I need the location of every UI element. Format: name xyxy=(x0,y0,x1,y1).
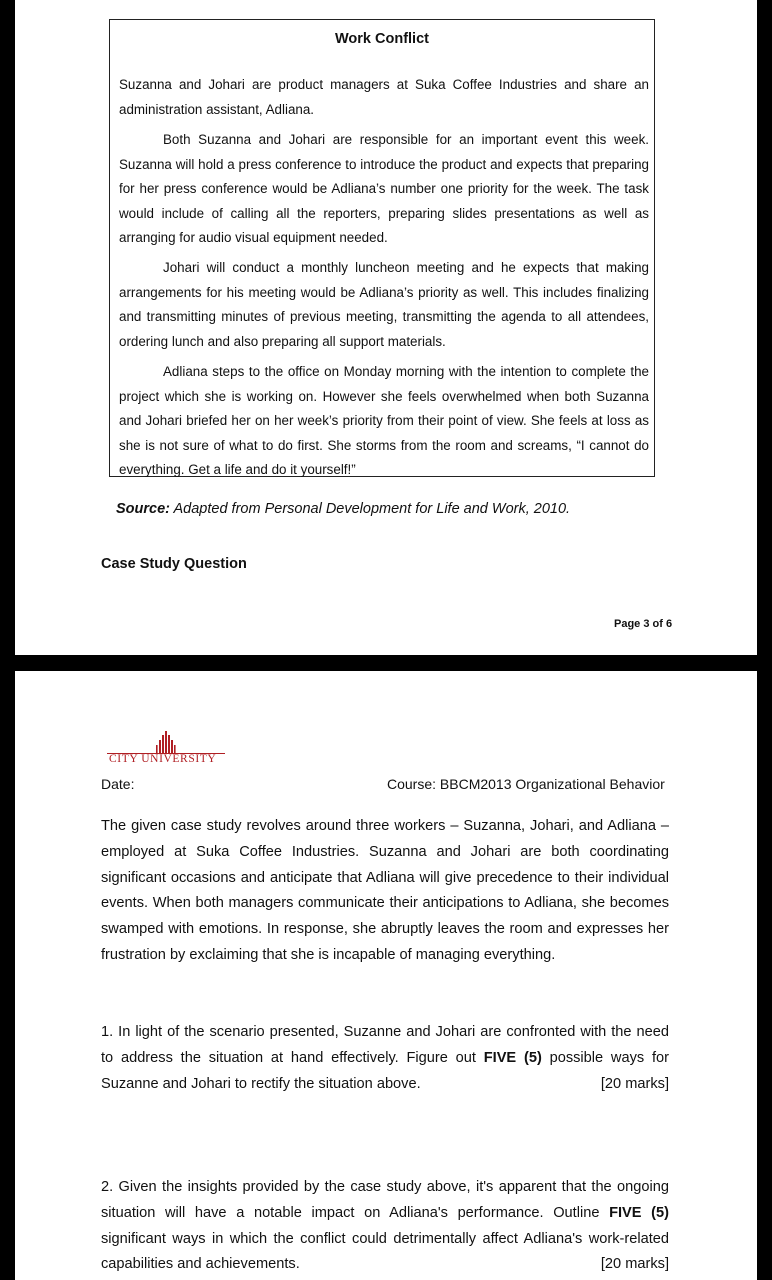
question-1-text-end: possible ways for Suzanne and Johari to rectify the situation above. xyxy=(101,1049,670,1092)
source-label: Source: xyxy=(116,501,170,517)
question-1-emphasis: FIVE (5) xyxy=(483,1049,542,1066)
question-2-marks: [20 marks] xyxy=(600,1256,669,1273)
university-logo-text: CITY UNIVERSITY xyxy=(109,753,217,765)
page-number: Page 3 of 6 xyxy=(614,618,673,630)
question-2-emphasis: FIVE (5) xyxy=(609,1204,669,1221)
question-1-text: 1. In light of the scenario presented, Suzanne and Johari are confronted with the need to address the situation at hand effectively. Figure out xyxy=(101,1024,669,1066)
case-paragraph-1: Suzanna and Johari are product managers at Suka Coffee Industries and share an administration assistant, Adliana. xyxy=(119,77,649,117)
source-citation xyxy=(116,501,570,517)
case-paragraph-4: Adliana steps to the office on Monday morning with the intention to complete the project which she is working on. However she feels overwhelmed when both Suzanna and Johari briefed her on her week’s priority from their point of view. She feels at loss as she is not sure of what to do first. She storms from the room and screams, “I cannot do everything. Get a life and do it yourself!” xyxy=(119,364,649,478)
case-summary: The given case study revolves around three workers – Suzanna, Johari, and Adliana – employed at Suka Coffee Industries. Suzanna and Johari are both coordinating significant occasions and anticipate that Adliana will give precedence to their individual events. When both managers communicate their anticipations to Adliana, she becomes swamped with emotions. In response, she abruptly leaves the room and expresses her frustration by exclaiming that she is incapable of managing everything. xyxy=(101,818,669,963)
question-2 xyxy=(101,1175,669,1278)
section-heading: Case Study Question xyxy=(101,556,247,572)
question-1 xyxy=(101,1020,669,1097)
case-study-box xyxy=(109,19,655,477)
question-2-text: 2. Given the insights provided by the case study above, it's apparent that the ongoing situation will have a notable impact on Adliana's performance. Outline xyxy=(101,1179,669,1221)
document-page-4 xyxy=(15,671,757,1280)
question-2-text-end: significant ways in which the conflict could detrimentally affect Adliana's work-related capabilities and achievements. xyxy=(101,1230,669,1273)
case-study-title: Work Conflict xyxy=(335,31,429,47)
document-page-3 xyxy=(15,0,757,655)
source-text: Adapted from Personal Development for Life and Work, 2010. xyxy=(173,501,571,517)
course-label: Course: BBCM2013 Organizational Behavior xyxy=(387,776,665,792)
date-label: Date: xyxy=(101,776,135,792)
case-paragraph-2: Both Suzanna and Johari are responsible for an important event this week. Suzanna will hold a press conference to introduce the product and expects that preparing for her press conference would be Adliana’s number one priority for the week. The task would include of calling all the reporters, preparing slides presentations as well as arranging for audio visual equipment needed. xyxy=(119,132,649,246)
case-paragraph-3: Johari will conduct a monthly luncheon meeting and he expects that making arrangements for his meeting would be Adliana’s priority as well. This includes finalizing and transmitting minutes of previous meeting, transmitting the agenda to all attendees, ordering lunch and also preparing all support materials. xyxy=(119,260,649,349)
question-1-marks: [20 marks] xyxy=(600,1075,669,1092)
